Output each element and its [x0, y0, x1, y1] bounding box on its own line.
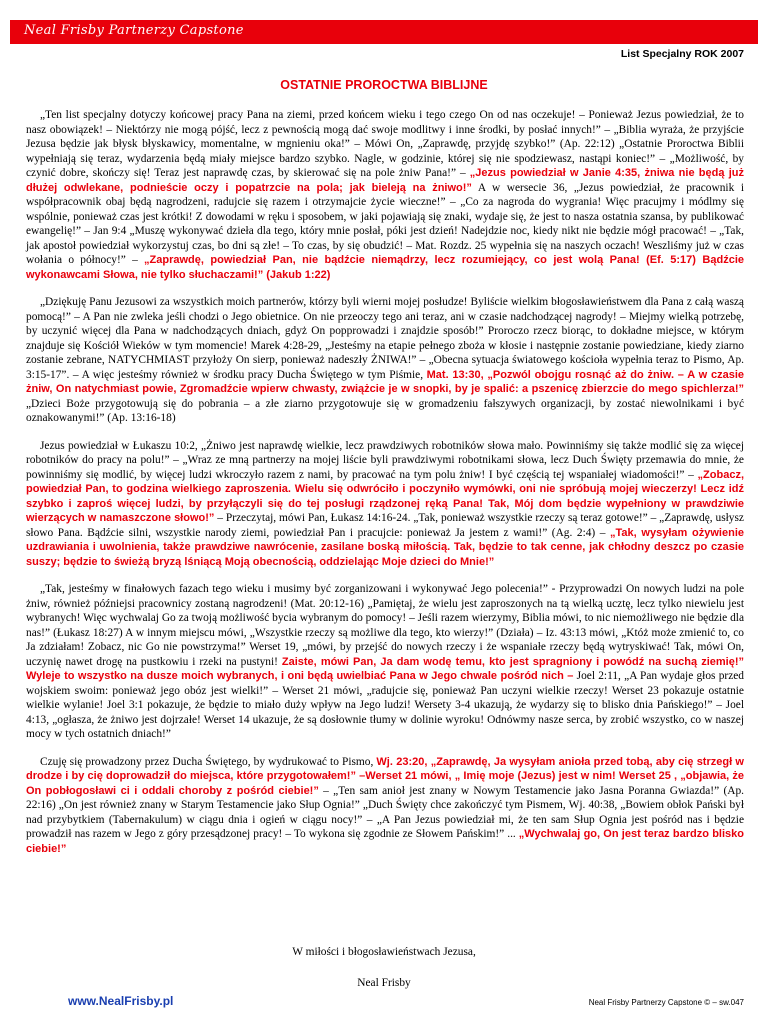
highlighted-quote: Mat. 13:30, „Pozwól obojgu rosnąć aż do żniw. – A w czasie żniw, On natychmiast powie, Zgromadźcie wpierw chwasty, zwiążcie je w snopki, by je spalić: a pszenicę zbierzcie do mego spichlerza!”: [26, 368, 744, 395]
paragraph: [26, 582, 744, 742]
paragraph-text: „Ten list specjalny dotyczy końcowej pracy Pana na ziemi, przed końcem wieku i tego czego On od nas oczekuje! – Ponieważ Jezus powiedział, że to nasz obowiązek! – Niektórzy nie mogą pójść, lecz z pewnością mogą dać swoje modlitwy i inne środki, by posłać innych!” – „Biblia wyraża, że przyjście Jezusa będzie jak błysk błyskawicy, momentalne, w mgnieniu oka!” – Mówi On, „Zaprawdę, przyjdę szybko!” (Ap. 22:12) „Ostatnie Proroctwa Biblii wypełniają się teraz, wydarzenia będą miały miejsce bardzo szybko. Nagle, w godzinie, której się nie spodziewasz, nastąpi koniec!” – „Możliwość, by czynić dobre, skończy się! Teraz jest naprawdę czas, by skierować się na pole żniw Pana!” –: [26, 109, 744, 179]
closing-line: W miłości i błogosławieństwach Jezusa,: [292, 946, 476, 958]
copyright-note: Neal Frisby Partnerzy Capstone © – sw.047: [588, 998, 744, 1007]
list-tag: List Specjalny ROK 2007: [620, 48, 744, 60]
paragraph-text: „Dziękuję Panu Jezusowi za wszystkich moich partnerów, którzy byli wierni mojej posłudze! Byliście wielkim błogosławieństwem dla Pana z całą waszą pomocą!” – A Pan nie zwleka jeśli chodzi o Jego obietnice. On nie przeoczy tego ani teraz, ani w czasie nadchodzącej nagrody! – Miejmy wielką potrzebę, by uczynić więcej dla Pana w nadchodzących dniach, gdyż On popprowadzi i znajdzie sposób!” Proroczo rzecz biorąc, to dokładne miejsce, w którym znajduje się Kościół Wieków w tym momencie! Marek 4:28-29, „Jesteśmy na etapie pełnego zboża w kłosie i następnie zostanie powiedziane, kiedy ziarno zostanie zebrane, NATYCHMIAST przyłoży On sierp, ponieważ nadeszły ŻNIWA!” – „Obecna sytuacja światowego kościoła wypełnia teraz to Pismo, Ap. 3:15-17”. – A więc jesteśmy również w środku pracy Ducha Świętego w tym Piśmie,: [26, 296, 744, 381]
paragraph-text: Jezus powiedział w Łukaszu 10:2, „Żniwo jest naprawdę wielkie, lecz prawdziwych robotników słowa mało. Powinniśmy się także modlić się za więcej robotników do pracy na polu!” – „Wraz ze mną partnerzy na mojej liście byli prawdziwymi robotnikami słowa, lecz Duch Święty przemawia do mnie, że powinniśmy się modlić, by więcej ludzi wkroczyło razem z nami, by pracować na tym polu żniw! I być częścią tej wspaniałej wiadomości!” –: [26, 439, 744, 481]
highlighted-quote: „Zaprawdę, powiedział Pan, nie bądźcie niemądrzy, lecz rozumiejący, co jest wolą Pana! (Ef. 5:17) Bądźcie wykonawcami Słowa, nie tylko słuchaczami!” (Jakub 1:22): [26, 254, 744, 281]
highlighted-quote: „Zobacz, powiedział Pan, to godzina wielkiego zaproszenia. Wielu się odwróciło i poczyniło wymówki, oni nie spróbują mojej wieczerzy! Lecz idź szybko i zaproś więcej ludzi, by przyłączyli się do tej posługi rządzonej ręką Pana! Tak, Mój dom będzie wypełniony w prawdziwie wierzących w namaszczone słowo!”: [26, 468, 744, 524]
highlighted-quote: Zaiste, mówi Pan, Ja dam wodę temu, kto jest spragniony i powódź na suchą ziemię!” Wyleje to wszystko na dusze moich wybranych, i oni będą uwielbiać Pana w Jego chwale pośród nich –: [26, 655, 744, 682]
website-link[interactable]: www.NealFrisby.pl: [68, 994, 174, 1008]
highlighted-quote: „Jezus powiedział w Janie 4:35, żniwa nie będą już dłużej odwlekane, podnieście oczy i popatrzcie na pola; jak bieleją na żniwo!”: [26, 167, 745, 194]
paragraph: [26, 755, 744, 857]
paragraph-text: – Przeczytaj, mówi Pan, Łukasz 14:16-24. „Tak, ponieważ wszystkie rzeczy są teraz gotowe!” – „Zaprawdę, usłysz słowo Pana. Bądźcie silni, wszystkie narody ziemi, powiedział Pan i pracujcie: ponieważ Ja jestem z wami!” (Ag. 2:4) –: [26, 512, 744, 539]
paragraph: [26, 108, 744, 282]
highlighted-quote: Wj. 23:20, „Zaprawdę, Ja wysyłam anioła przed tobą, aby cię strzegł w drodze i by cię doprowadził do miejsca, które przygotowałem!” –Werset 21 mówi, „ Imię moje (Jezus) jest w nim! Werset 25 , „objawia, że On pobłogosławi ci i oddali choroby z pośród ciebie!”: [26, 755, 744, 797]
document-body: [26, 108, 744, 869]
paragraph: [26, 439, 744, 570]
paragraph-text: „Dzieci Boże przygotowują się do pobrania – a złe ziarno przygotowuje się w gromadzeniu fałszywych organizacji, by zostać niewolnikami i być oznakowanymi!” (Ap. 13:16-18): [26, 397, 744, 424]
paragraph: [26, 295, 744, 426]
header-banner: [10, 20, 758, 44]
banner-title: Neal Frisby Partnerzy Capstone: [24, 23, 244, 38]
signature: Neal Frisby: [357, 977, 411, 989]
paragraph-text: – „Ten sam anioł jest znany w Nowym Testamencie jako Jasna Poranna Gwiazda!” (Ap. 22:16) „On jest również znany w Starym Testamencie jako Słup Ognia!” „Duch Święty chce zakończyć tym Pismem, Wj. 40:38, „Bowiem obłok Pański był nad przybytkiem (Tabernakulum) w ciągu dnia i ogień w ciągu nocy!” – „A Pan Jezus powiedział mi, że ten sam Słup Ognia jest pośród nas i będzie prowadził nas razem w Jego z góry przesądzonej pracy! – To wykona się zgodnie ze Słowem Pańskim!” ...: [26, 784, 745, 840]
paragraph-text: Joel 2:11, „A Pan wydaje głos przed wojskiem swoim: ponieważ jego obóz jest wielki!” – Werset 21 mówi, „radujcie się, ponieważ Pan uczyni wielkie rzeczy! Werset 23 pokazuje ostatnie wielkie wylanie! Joel 3:1 pokazuje, że będzie to miało duży wpływ na Jego ludzi! Wersety 3-4 ukazują, że wydarzy się to blisko dnia Pańskiego!” – Joel 4:13, „ogłasza, że żniwo jest dojrzałe! Werset 14 ukazuje, że są dosłownie tłumy w dolinie wyroku! Odnówmy nasze serca, by zrobić wszystko, co w naszej mocy w tych ostatnich dniach!”: [26, 670, 745, 740]
highlighted-quote: „Wychwalaj go, On jest teraz bardzo blisko ciebie!”: [26, 828, 744, 855]
paragraph-text: Czuję się prowadzony przez Ducha Świętego, by wydrukować to Pismo,: [40, 755, 377, 768]
paragraph-text: „Tak, jesteśmy w finałowych fazach tego wieku i musimy być zorganizowani i wykonywać Jego polecenia!” - Przyprowadzi On nowych ludzi na pole żniw, również późniejsi pracownicy zostaną nagrodzeni! (Mat. 20:12-16) „Pamiętaj, że wielu jest zaproszonych na tą wielką ucztę, lecz tylko niewielu jest wybranych! Więc wychwalaj Go za twoją możliwość bycia wybranym do pomocy! – Jeśli razem wierzymy, Biblia mówi, to nic niemożliwego nie będzie dla nas!” (Łukasz 18:27) A w innym miejscu mówi, „Wszystkie rzeczy są możliwe dla tego, kto wierzy!” (Działa) – Iz. 43:13 mówi, „Któż może zmienić to, co Ja zdziałam! Zobacz, nic Go nie powstrzyma!” Werset 19, „mówi, by przejść do nowych rzeczy i że wspaniałe rzeczy będą wytryskiwać! Tak, mówi On, uczynię nawet drogę na pustkowiu i rzeki na pustyni!: [26, 583, 744, 668]
highlighted-quote: „Tak, wysyłam ożywienie uzdrawiania i uwolnienia, także prawdziwe nawrócenie, zasilane boską miłością. Tak, będzie to tak cenne, jak chłodny deszcz po czasie suszy; będzie to świeżą bryzą lśniącą Moją obecnością, oddzielając Moje dzieci do Mnie!”: [26, 526, 745, 568]
document-title: OSTATNIE PROROCTWA BIBLIJNE: [280, 78, 488, 92]
paragraph-text: A w wersecie 36, „Jezus powiedział, że pracownik i współpracownik obaj będą nagrodzeni, radujcie się razem i otrzymajcie życie wieczne!” – „Co za nagroda do wygrania! Więc pracujmy i módlmy się wspólnie, ponieważ czas jest krótki! Z dowodami w ręku i sposobem, w jaki pojawiają się znaki, wydaje się, że jest to nasza ostatnia szansa, by publikować ewangelię!” – Jan 9:4 „Muszę wykonywać dzieła dla tego, który mnie posłał, póki jest dzień! Nadejdzie noc, kiedy nikt nie będzie mógł pracować! – „Tak, jak apostoł powiedział wykorzystuj czas, bo dni są złe! – To czas, by się obudzić! – Mat. Rozdz. 25 wypełnia się na naszych oczach! Weszliśmy już w czas wołania o północy!” –: [26, 181, 744, 266]
